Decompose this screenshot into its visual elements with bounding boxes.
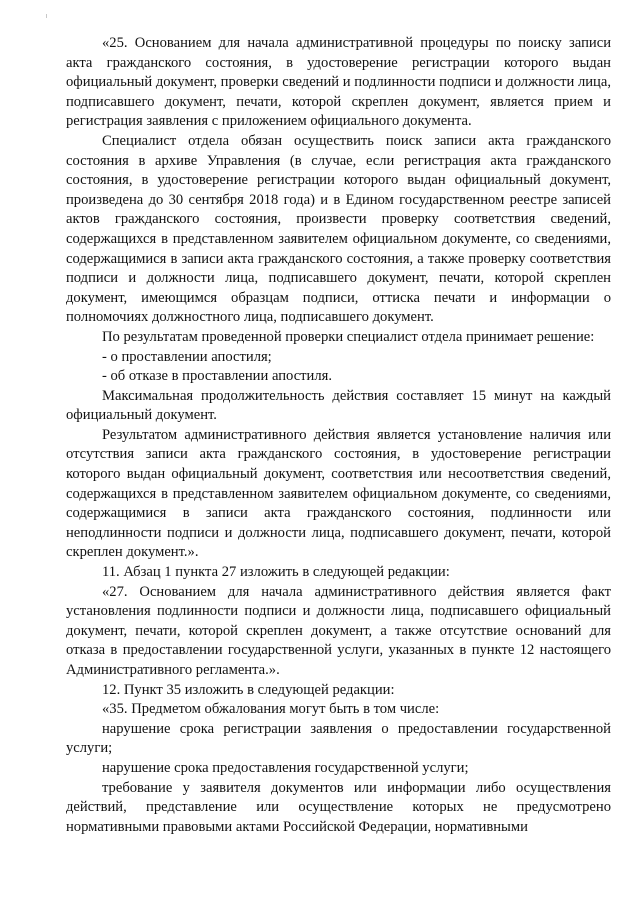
list-item-apostille-yes: - о проставлении апостиля; [102, 348, 272, 365]
paragraph-violation-term: нарушение срока предоставления государственной услуги; [102, 759, 469, 776]
paragraph-item-11: 11. Абзац 1 пункта 27 изложить в следующей редакции: [102, 564, 450, 581]
paragraph-decision: По результатам проведенной проверки специалист отдела принимает решение: [102, 328, 595, 345]
list-item-apostille-no: - об отказе в проставлении апостиля. [102, 368, 333, 385]
paragraph-35-subject: «35. Предметом обжалования могут быть в том числе: [102, 701, 440, 718]
paragraph-27-basis: «27. Основанием для начала административного действия является факт установления подлинности подписи и должности лица, подписавшего официальный документ, печати, которой скреплен документ, а также отсутствие оснований для отказа в предоставлении государственной услуги, указанных в пункте 12 настоящего Административного регламента.». [66, 583, 611, 678]
paragraph-specialist-duties: Специалист отдела обязан осуществить поиск записи акта гражданского состояния в архиве Управления (в случае, если регистрация акта гражданского состояния, в удостоверение регистрации которого выдан официальный документ, произведена до 30 сентября 2018 года) и в Едином государственном реестре записей актов гражданского состояния, произвести проверку соответствия сведений, содержащихся в представленном заявителем официальном документе, со сведениями, содержащимися в записи акта гражданского состояния, а также проверку соответствия подписи и должности лица, подписавшего документ, печати, которой скреплен документ, имеющимся образцам подписи, оттиска печати и информации о полномочиях должностного лица, подписавшего документ. [66, 132, 611, 326]
scan-mark [46, 14, 47, 18]
paragraph-requirement: требование у заявителя документов или информации либо осуществления действий, представление или осуществление которых не предусмотрено нормативными правовыми актами Российской Федерации, нормативными [66, 779, 611, 835]
paragraph-item-12: 12. Пункт 35 изложить в следующей редакции: [102, 681, 395, 698]
paragraph-25-basis: «25. Основанием для начала административной процедуры по поиску записи акта гражданского состояния, в удостоверение регистрации которого выдан официальный документ, проверки сведений и подлинности подписи и должности лица, подписавшего документ, печати, которой скреплен документ, является прием и регистрация заявления с приложением официального документа. [66, 35, 611, 130]
paragraph-result: Результатом административного действия является установление наличия или отсутствия записи акта гражданского состояния, в удостоверение регистрации которого выдан официальный документ, соответствия или несоответствия сведений, содержащихся в представленном заявителем официальном документе, со сведениями, содержащимися в записи акта гражданского состояния, подлинности или неподлинности подписи и должности лица, подписавшего документ, печати, которой скреплен документ.». [66, 426, 611, 561]
paragraph-violation-registration: нарушение срока регистрации заявления о предоставлении государственной услуги; [66, 720, 611, 757]
paragraph-max-duration: Максимальная продолжительность действия составляет 15 минут на каждый официальный документ. [66, 387, 611, 424]
document-body [66, 34, 611, 837]
